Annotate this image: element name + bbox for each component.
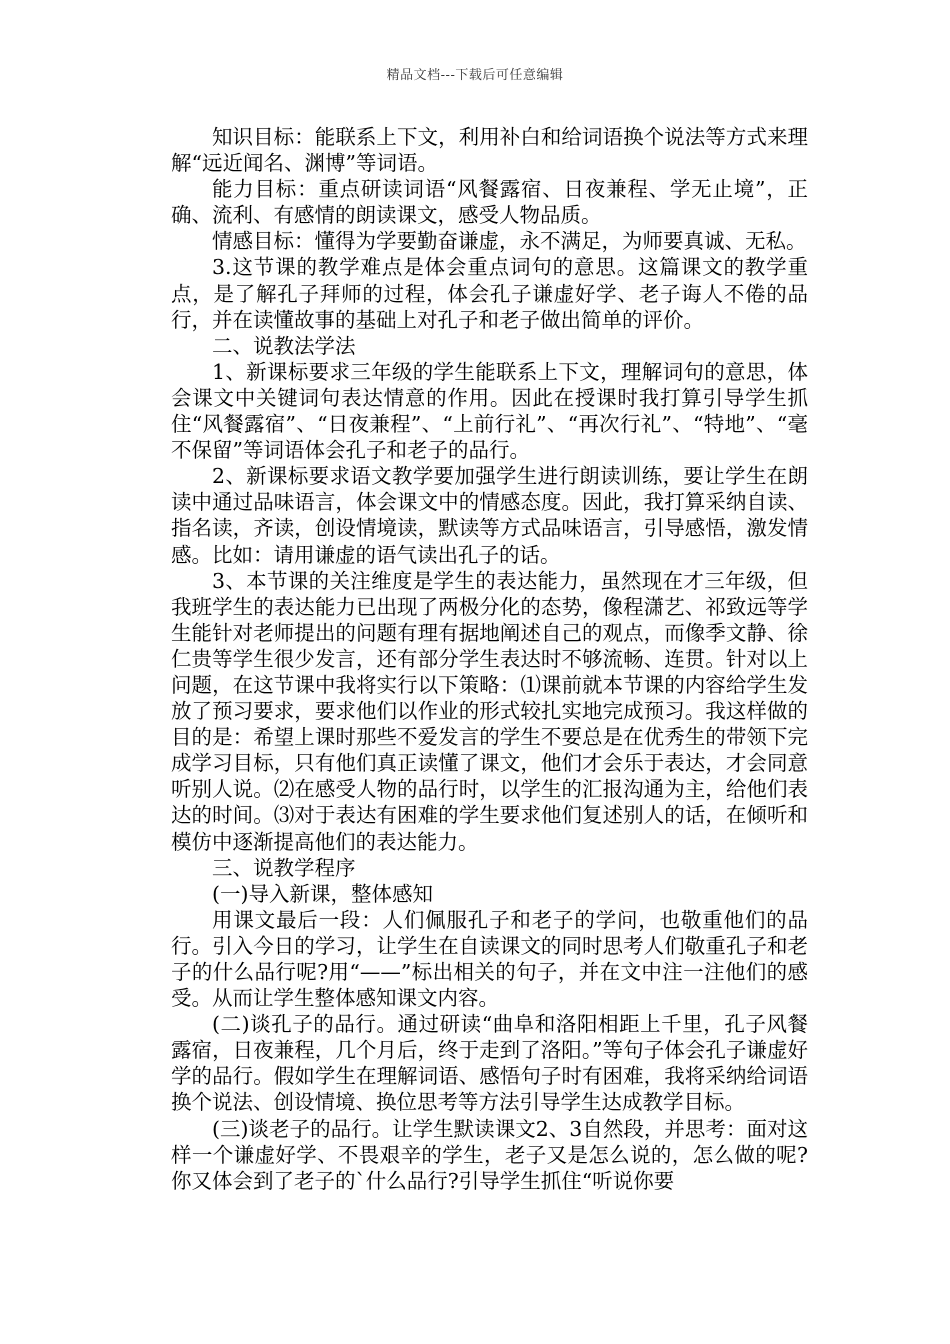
paragraph-method-1: 1、新课标要求三年级的学生能联系上下文，理解词句的意思，体会课文中关键词句表达情意的作用。因此在授课时我打算引导学生抓住“风餐露宿”、“日夜兼程”、“上前行礼”、“再次行礼”、“特地”、“毫不保留”等词语体会孔子和老子的品行。 <box>171 359 808 463</box>
paragraph-ability-goal: 能力目标：重点研读词语“风餐露宿、日夜兼程、学无止境”，正确、流利、有感情的朗读课文，感受人物品质。 <box>171 177 808 228</box>
page-header: 精品文档---下载后可任意编辑 <box>386 68 564 83</box>
paragraph-difficulty: 3.这节课的教学难点是体会重点词句的意思。这篇课文的教学重点，是了解孔子拜师的过程，体会孔子谦虚好学、老子诲人不倦的品行，并在读懂故事的基础上对孔子和老子做出简单的评价。 <box>171 255 808 332</box>
paragraph-emotion-goal: 情感目标：懂得为学要勤奋谦虚，永不满足，为师要真诚、无私。 <box>212 229 807 254</box>
section-heading-procedure: 三、说教学程序 <box>212 855 356 880</box>
subheading-intro: (一)导入新课，整体感知 <box>212 881 433 906</box>
paragraph-method-2: 2、新课标要求语文教学要加强学生进行朗读训练，要让学生在朗读中通过品味语言，体会课文中的情感态度。因此，我打算采纳自读、指名读，齐读，创设情境读，默读等方式品味语言，引导感悟，激发情感。比如：请用谦虚的语气读出孔子的话。 <box>171 464 808 567</box>
section-heading-methods: 二、说教法学法 <box>212 333 356 358</box>
paragraph-intro: 用课文最后一段：人们佩服孔子和老子的学问，也敬重他们的品行。引入今日的学习，让学生在自读课文的同时思考人们敬重孔子和老子的什么品行呢?用“——”标出相关的句子，并在文中注一注他们的感受。从而让学生整体感知课文内容。 <box>171 907 808 1011</box>
paragraph-laozi: (三)谈老子的品行。让学生默读课文2、3自然段，并思考：面对这样一个谦虚好学、不畏艰辛的学生，老子又是怎么说的，怎么做的呢?你又体会到了老子的`什么品行?引导学生抓住“听说你要 <box>171 1116 808 1193</box>
document-body <box>171 124 808 1194</box>
paragraph-confucius: (二)谈孔子的品行。通过研读“曲阜和洛阳相距上千里，孔子风餐露宿，日夜兼程，几个月后，终于走到了洛阳。”等句子体会孔子谦虚好学的品行。假如学生在理解词语、感悟句子时有困难，我将采纳给词语换个说法、创设情境、换位思考等方法引导学生达成教学目标。 <box>171 1012 808 1115</box>
paragraph-knowledge-goal: 知识目标：能联系上下文，利用补白和给词语换个说法等方式来理解“远近闻名、渊博”等词语。 <box>171 125 808 176</box>
paragraph-method-3: 3、本节课的关注维度是学生的表达能力，虽然现在才三年级，但我班学生的表达能力已出现了两极分化的态势，像程潇艺、祁致远等学生能针对老师提出的问题有理有据地阐述自己的观点，而像季文静、徐仁贵等学生很少发言，还有部分学生表达时不够流畅、连贯。针对以上问题，在这节课中我将实行以下策略：⑴课前就本节课的内容给学生发放了预习要求，要求他们以作业的形式较扎实地完成预习。我这样做的目的是：希望上课时那些不爱发言的学生不要总是在优秀生的带领下完成学习目标，只有他们真正读懂了课文，他们才会乐于表达，才会同意听别人说。⑵在感受人物的品行时，以学生的汇报沟通为主，给他们表达的时间。⑶对于表达有困难的学生要求他们复述别人的话，在倾听和模仿中逐渐提高他们的表达能力。 <box>171 568 808 854</box>
